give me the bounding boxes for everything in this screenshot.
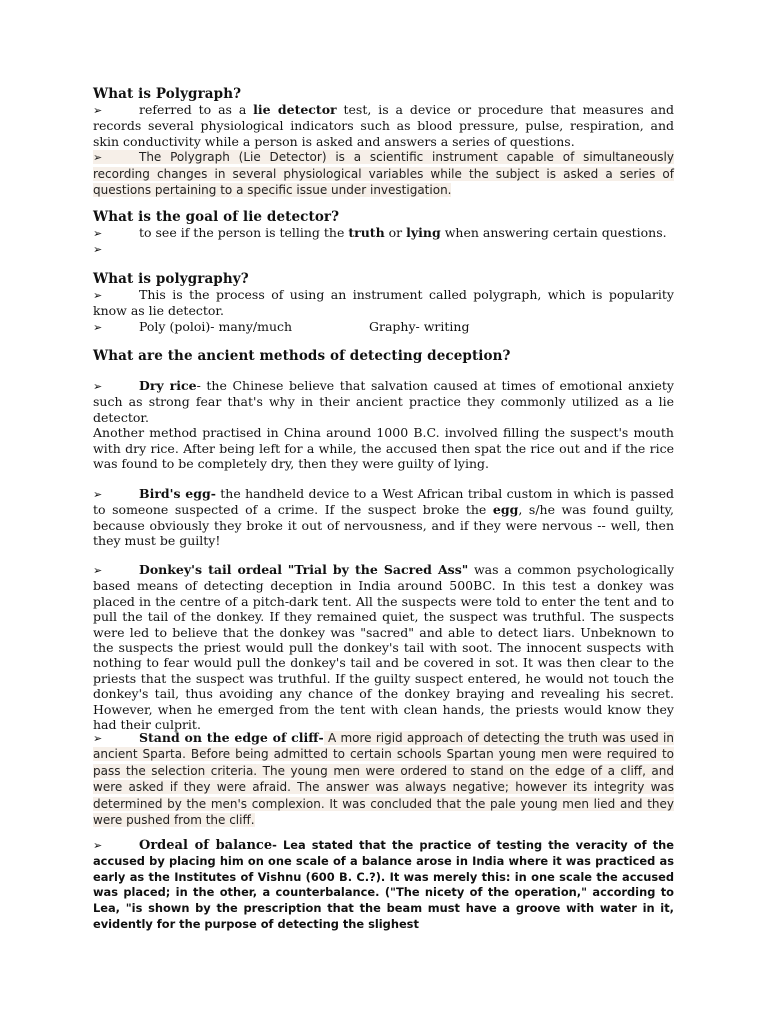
bullet-1: ➢ referred to as a lie detector test, is a device or procedure that measures and records several physiological indicators such as blood pressure, pulse, respiration, and skin conductivity while a person is asked and answers a series of questions. (93, 102, 675, 149)
bullet-arrow-icon: ➢ (93, 227, 103, 240)
bullet-polygraphy-1: ➢ This is the process of using an instrument called polygraph, which is popularity know as lie detector. (93, 287, 674, 319)
term-donkey-tail: Donkey's tail ordeal (139, 562, 283, 577)
bullet-goal: ➢ to see if the person is telling the truth or lying when answering certain questions. (93, 225, 667, 240)
bullet-arrow-icon: ➢ (93, 243, 103, 257)
method-dry-rice: ➢ Dry rice- the Chinese believe that salvation caused at times of emotional anxiety such as strong fear that's why in their ancient practice they commonly utilized as a lie detector. Another method practised in China around 1000 B.C. involved filling the suspect's mouth with dry rice. After being left for a while, the accused then spat the rice out and if the rice was found to be completely dry, then they were guilty of lying. (93, 378, 674, 472)
heading-what-is-polygraph: What is Polygraph? (93, 86, 242, 102)
section-what-is-polygraph (93, 86, 674, 198)
section-ancient-methods (93, 348, 674, 364)
bullet-polygraphy-2: ➢ Poly (poloi)- many/much Graphy- writing (93, 318, 470, 334)
method-cliff: ➢ Stand on the edge of cliff- A more rigid approach of detecting the truth was used in ancient Sparta. Before being admitted to certain schools Spartan young men were required to pass the selection criteria. The young men were ordered to stand on the edge of a cliff, and were asked if they were afraid. The answer was always negative; however its integrity was determined by the men's complexion. It was concluded that the pale young men lied and they were pushed from the cliff. (93, 730, 674, 828)
section-goal (93, 209, 674, 258)
bullet-arrow-icon: ➢ (93, 151, 103, 165)
dry-rice-paragraph: Another method practised in China around 1000 B.C. involved filling the suspect's mouth with dry rice. After being left for a while, the accused then spat the rice out and if the rice was found to be completely dry, then they were guilty of lying. (93, 425, 674, 472)
bullet-arrow-icon: ➢ (93, 320, 103, 334)
bullet-arrow-icon: ➢ (93, 289, 103, 302)
bullet-empty (93, 241, 674, 257)
heading-polygraphy: What is polygraphy? (93, 271, 249, 287)
method-birds-egg: ➢ Bird's egg- the handheld device to a West African tribal custom in which is passed to someone suspected of a crime. If the suspect broke the egg, s/he was found guilty, because obviously they broke it out of nervousness, and if they were nervous -- well, then they must be guilty! (93, 486, 674, 549)
method-donkey-tail: ➢ Donkey's tail ordeal "Trial by the Sacred Ass" was a common psychologically based means of detecting deception in India around 500BC. In this test a donkey was placed in the centre of a pitch-dark tent. All the suspects were told to enter the tent and to pull the tail of the donkey. If they remained quiet, the suspect was truthful. The suspects were led to believe that the donkey was "sacred" and able to detect liars. Unbeknown to the suspects the priest would pull the donkey's tail with soot. The innocent suspects with nothing to fear would pull the donkey's tail and be covered in sot. It was then clear to the priests that the suspect was truthful. If the guilty suspect entered, he would not touch the donkey's tail, thus avoiding any chance of the donkey braying and revealing his secret. However, when he emerged from the tent with clean hands, the priests would know they had their culprit. (93, 562, 675, 733)
bullet-arrow-icon: ➢ (93, 732, 103, 745)
heading-ancient-methods: What are the ancient methods of detecting deception? (93, 348, 511, 364)
bullet-arrow-icon: ➢ (93, 839, 103, 852)
method-balance: ➢ Ordeal of balance- Lea stated that the practice of testing the veracity of the accused by placing him on one scale of a balance arose in India where it was practiced as early as the Institutes of Vishnu (600 B. C.?). It was merely this: in one scale the accused was placed; in the other, a counterbalance. ("The nicety of the operation," according to Lea, "is shown by the prescription that the beam must have a groove with water in it, evidently for the purpose of detecting the slighest (93, 838, 674, 931)
section-polygraphy (93, 271, 674, 335)
term-birds-egg: Bird's egg- (139, 486, 216, 501)
bullet-arrow-icon: ➢ (93, 488, 103, 501)
term-cliff: Stand on the edge of cliff- (139, 730, 324, 745)
term-balance: Ordeal of balance (139, 838, 273, 853)
bullet-arrow-icon: ➢ (93, 104, 103, 117)
bullet-arrow-icon: ➢ (93, 380, 103, 393)
bullet-2: ➢ The Polygraph (Lie Detector) is a scientific instrument capable of simultaneously recording changes in several physiological variables while the subject is asked a series of questions pertaining to a specific issue under investigation. (93, 150, 674, 198)
heading-goal: What is the goal of lie detector? (93, 209, 340, 225)
bullet-arrow-icon: ➢ (93, 564, 103, 577)
term-dry-rice: Dry rice (139, 378, 197, 393)
